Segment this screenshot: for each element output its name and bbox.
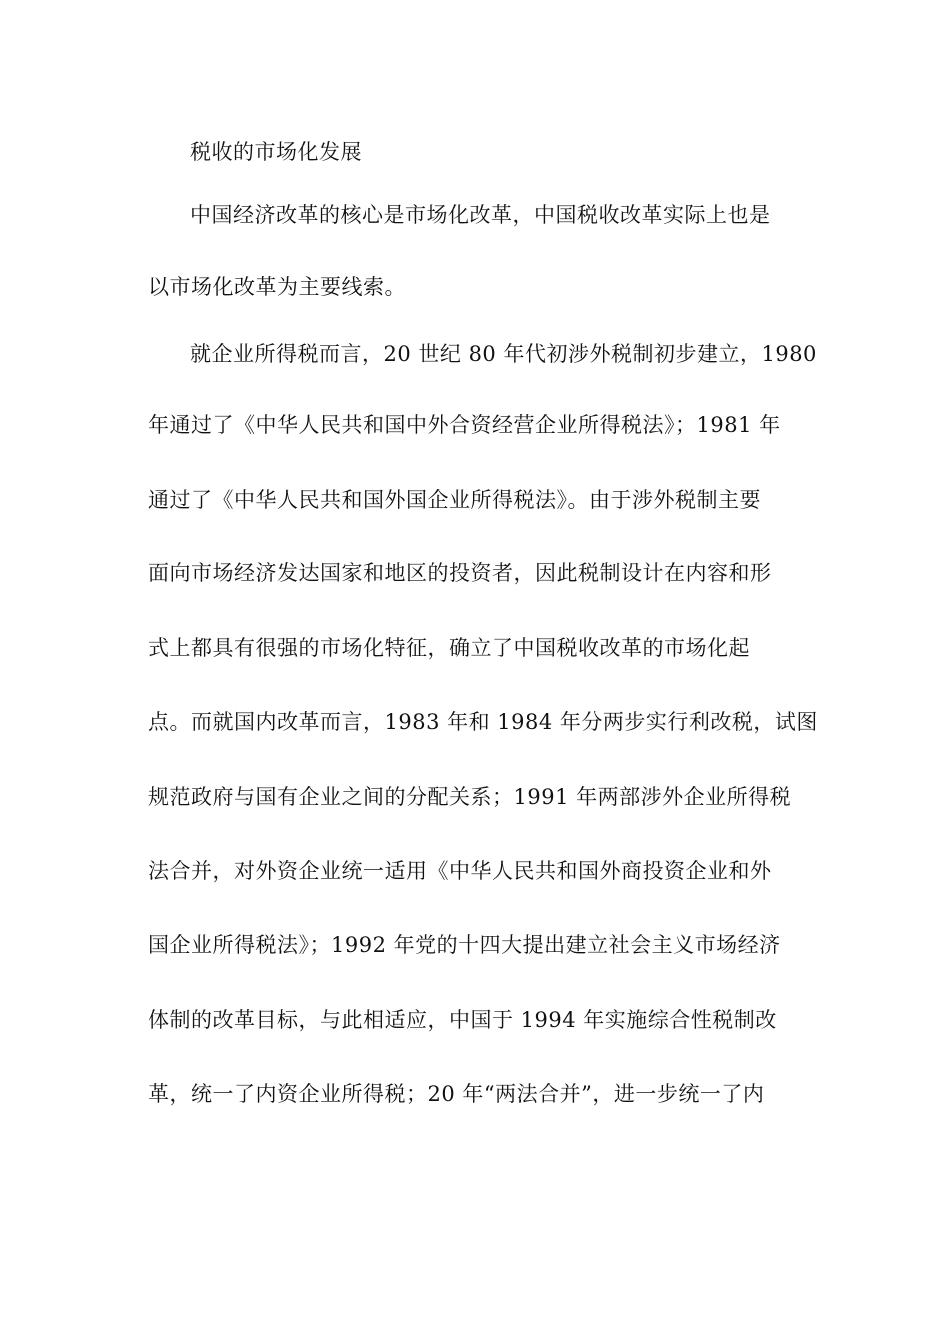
- paragraph-line: 面向市场经济发达国家和地区的投资者，因此税制设计在内容和形: [148, 561, 772, 585]
- paragraph-line: 点。而就国内改革而言，1983 年和 1984 年分两步实行利改税，试图: [148, 710, 818, 734]
- paragraph-line: 体制的改革目标，与此相适应，中国于 1994 年实施综合性税制改: [148, 1008, 777, 1032]
- paragraph-line: 规范政府与国有企业之间的分配关系；1991 年两部涉外企业所得税: [148, 785, 792, 809]
- paragraph-line: 国企业所得税法》；1992 年党的十四大提出建立社会主义市场经济: [148, 933, 781, 957]
- paragraph-line: 革，统一了内资企业所得税；20 年“两法合并”，进一步统一了内: [148, 1082, 765, 1106]
- paragraph-line: 就企业所得税而言，20 世纪 80 年代初涉外税制初步建立，1980: [190, 342, 817, 366]
- paragraph-line: 年通过了《中华人民共和国中外合资经营企业所得税法》；1981 年: [148, 413, 781, 437]
- paragraph-line: 式上都具有很强的市场化特征，确立了中国税收改革的市场化起: [148, 636, 750, 660]
- paragraph-line: 以市场化改革为主要线索。: [148, 275, 406, 299]
- paragraph-line: 法合并，对外资企业统一适用《中华人民共和国外商投资企业和外: [148, 859, 772, 883]
- section-heading: 税收的市场化发展: [190, 140, 362, 164]
- paragraph-line: 中国经济改革的核心是市场化改革，中国税收改革实际上也是: [190, 203, 771, 227]
- paragraph-line: 通过了《中华人民共和国外国企业所得税法》。由于涉外税制主要: [148, 488, 761, 512]
